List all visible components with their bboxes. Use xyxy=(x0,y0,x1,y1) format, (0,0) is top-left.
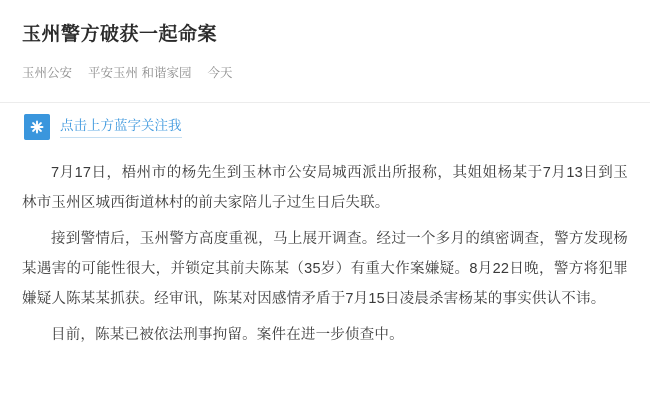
article-meta xyxy=(22,64,628,82)
meta-account-name[interactable]: 玉州公安 xyxy=(22,66,73,80)
article-body xyxy=(22,158,628,350)
article-paragraph: 目前，陈某已被依法刑事拘留。案件在进一步侦查中。 xyxy=(51,327,404,343)
follow-prompt-label[interactable]: 点击上方蓝字关注我 xyxy=(60,116,182,138)
article-paragraph: 7月17日，梧州市的杨先生到玉林市公安局城西派出所报称，其姐姐杨某于7月13日到玉林市玉州区城西街道林村的前夫家陪儿子过生日后失联。 xyxy=(22,165,628,211)
meta-timestamp: 今天 xyxy=(207,66,233,80)
header-divider xyxy=(0,102,650,103)
follow-prompt[interactable] xyxy=(22,114,628,140)
page-title: 玉州警方破获一起命案 xyxy=(22,24,218,45)
asterisk-icon xyxy=(24,114,50,140)
article-paragraph: 接到警情后，玉州警方高度重视，马上展开调查。经过一个多月的缜密调查，警方发现杨某遇害的可能性很大，并锁定其前夫陈某（35岁）有重大作案嫌疑。8月22日晚，警方将犯罪嫌疑人陈某某抓获。经审讯，陈某对因感情矛盾于7月15日凌晨杀害杨某的事实供认不讳。 xyxy=(22,231,628,307)
meta-slogan: 平安玉州 和谐家园 xyxy=(88,66,192,80)
